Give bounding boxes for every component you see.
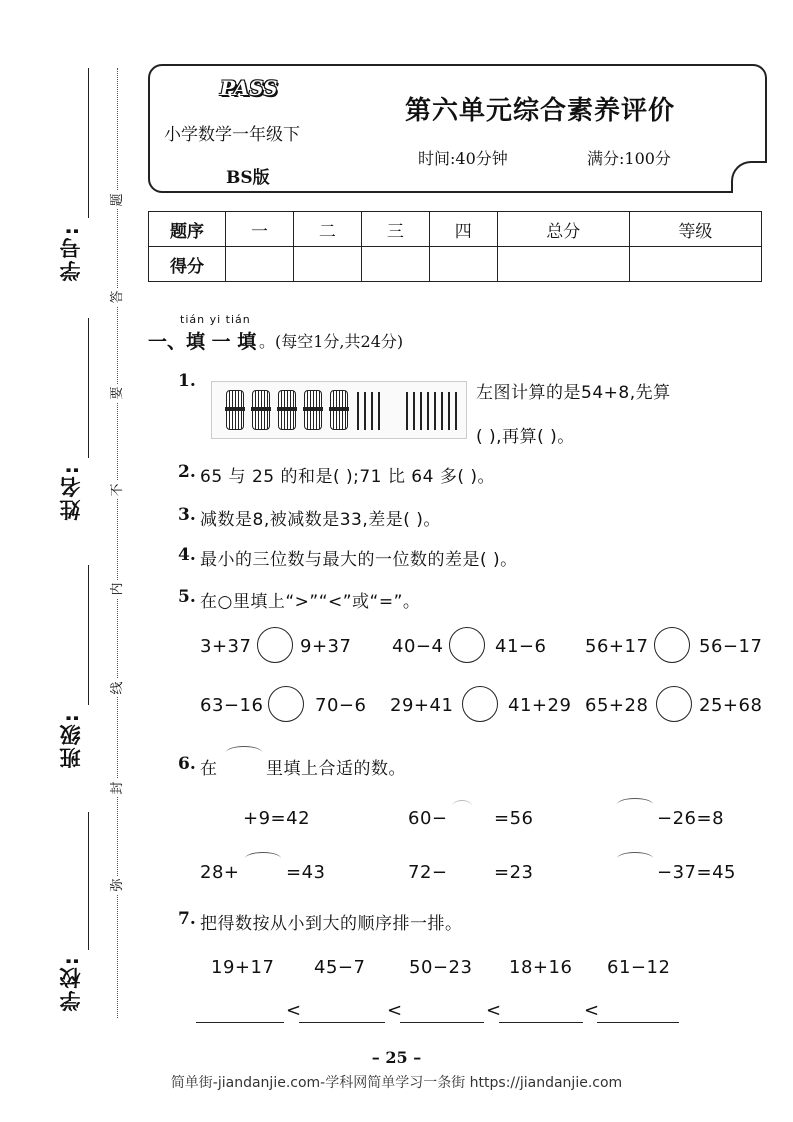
table-cell: 二 — [293, 212, 361, 247]
section-title: 一、填 一 填 — [148, 331, 257, 353]
expression: 18+16 — [509, 957, 573, 978]
binding-line — [88, 812, 89, 950]
stick — [357, 392, 359, 430]
compare-circle[interactable] — [449, 627, 485, 663]
expression: 60− — [408, 808, 448, 829]
expression: 45−7 — [314, 957, 366, 978]
table-cell: 三 — [361, 212, 429, 247]
expression: 3+37 — [200, 636, 252, 657]
page-curl-decoration — [731, 161, 767, 193]
stick — [427, 392, 429, 430]
expression: 65+28 — [585, 695, 649, 716]
expression: 29+41 — [390, 695, 454, 716]
table-cell: 总分 — [497, 212, 629, 247]
less-than-sign: < — [486, 1000, 502, 1021]
question-number: 1. — [178, 371, 196, 391]
stick — [364, 392, 366, 430]
expression: 72− — [408, 862, 448, 883]
seal-char: 要 — [108, 384, 128, 402]
class-label: 班级: — [59, 712, 83, 769]
table-row — [149, 247, 762, 282]
time-limit: 时间:40分钟 — [418, 149, 508, 168]
stick-bundle — [226, 390, 244, 430]
expression: +9=42 — [243, 808, 311, 829]
cloud-blank[interactable] — [617, 852, 653, 865]
name-label: 姓名: — [59, 464, 83, 521]
answer-blank[interactable] — [597, 1022, 679, 1023]
stick — [455, 392, 457, 430]
cloud-blank[interactable] — [452, 852, 488, 865]
expression: 70−6 — [315, 695, 367, 716]
less-than-sign: < — [286, 1000, 302, 1021]
score-entry-cell[interactable] — [629, 247, 761, 282]
section-note: 。(每空1分,共24分) — [259, 332, 404, 351]
exam-header — [148, 64, 767, 193]
cloud-blank[interactable] — [452, 800, 472, 813]
cloud-box-icon — [226, 746, 262, 759]
cloud-blank[interactable] — [617, 798, 653, 811]
school-label: 学校: — [59, 955, 83, 1012]
stick — [441, 392, 443, 430]
footer-watermark: 简单街-jiandanjie.com-学科网简单学习一条街 https://jiandanjie.com — [170, 1075, 623, 1091]
answer-blank[interactable] — [196, 1022, 284, 1023]
question-text: 65 与 25 的和是( );71 比 64 多( )。 — [200, 467, 496, 487]
stick-bundle — [330, 390, 348, 430]
table-cell: 一 — [226, 212, 294, 247]
less-than-sign: < — [387, 1000, 403, 1021]
seal-char: 答 — [108, 288, 128, 306]
seal-char: 弥 — [108, 876, 128, 894]
expression: 41+29 — [508, 695, 572, 716]
expression: =43 — [286, 862, 326, 883]
expression: =56 — [494, 808, 534, 829]
compare-circle[interactable] — [656, 686, 692, 722]
expression: 40−4 — [392, 636, 444, 657]
score-entry-cell[interactable] — [361, 247, 429, 282]
question-number: 5. — [178, 587, 196, 607]
expression: 19+17 — [211, 957, 275, 978]
question-text: 在 — [200, 759, 218, 779]
question-number: 2. — [178, 462, 196, 482]
seal-char: 题 — [108, 191, 128, 209]
expression: −26=8 — [657, 808, 725, 829]
expression: =23 — [494, 862, 534, 883]
question-text: 左图计算的是54+8,先算 — [476, 383, 671, 403]
stick — [448, 392, 450, 430]
compare-circle[interactable] — [462, 686, 498, 722]
less-than-sign: < — [584, 1000, 600, 1021]
question-number: 3. — [178, 505, 196, 525]
answer-blank[interactable] — [400, 1022, 484, 1023]
binding-line — [88, 565, 89, 705]
expression: 61−12 — [607, 957, 671, 978]
cloud-blank[interactable] — [245, 852, 281, 865]
expression: −37=45 — [657, 862, 736, 883]
table-cell: 等级 — [629, 212, 761, 247]
question-number: 4. — [178, 545, 196, 565]
expression: 50−23 — [409, 957, 473, 978]
question-number: 6. — [178, 754, 196, 774]
table-cell: 四 — [429, 212, 497, 247]
table-row — [149, 212, 762, 247]
expression: 28+ — [200, 862, 240, 883]
compare-circle[interactable] — [257, 627, 293, 663]
score-entry-cell[interactable] — [293, 247, 361, 282]
binding-line — [88, 68, 89, 218]
stick-bundle — [278, 390, 296, 430]
question-text: ( ),再算( )。 — [476, 427, 575, 447]
seal-char: 封 — [108, 779, 128, 797]
stick — [378, 392, 380, 430]
score-entry-cell[interactable] — [226, 247, 294, 282]
subject-label: 小学数学一年级下 — [164, 125, 300, 145]
bundle-sticks-image — [211, 381, 467, 439]
seal-char: 内 — [108, 580, 128, 598]
full-score: 满分:100分 — [587, 149, 671, 168]
seal-char: 不 — [108, 481, 128, 499]
score-entry-cell[interactable] — [497, 247, 629, 282]
section-pinyin: tián yi tián — [180, 313, 251, 326]
expression: 9+37 — [300, 636, 352, 657]
question-text: 最小的三位数与最大的一位数的差是( )。 — [200, 550, 518, 570]
question-text: 把得数按从小到大的顺序排一排。 — [200, 914, 463, 934]
stick — [371, 392, 373, 430]
question-number: 7. — [178, 909, 196, 929]
stick — [413, 392, 415, 430]
compare-circle[interactable] — [654, 627, 690, 663]
question-text: 在○里填上“>”“<”或“=”。 — [200, 592, 421, 612]
expression: 56−17 — [699, 636, 763, 657]
expression: 63−16 — [200, 695, 264, 716]
cloud-blank[interactable] — [205, 800, 241, 813]
stick — [420, 392, 422, 430]
seal-char: 线 — [108, 679, 128, 697]
page-number: – 25 – — [371, 1048, 422, 1067]
table-cell: 得分 — [149, 247, 226, 282]
stick-bundle — [304, 390, 322, 430]
pass-logo: PASS — [220, 76, 278, 100]
student-id-label: 学号: — [59, 225, 83, 282]
edition-label: BS版 — [226, 168, 270, 188]
expression: 41−6 — [495, 636, 547, 657]
answer-blank[interactable] — [299, 1022, 385, 1023]
compare-circle[interactable] — [268, 686, 304, 722]
binding-line — [88, 318, 89, 458]
stick — [406, 392, 408, 430]
question-text: 里填上合适的数。 — [266, 759, 406, 779]
answer-blank[interactable] — [499, 1022, 583, 1023]
expression: 56+17 — [585, 636, 649, 657]
score-table — [148, 211, 762, 282]
expression: 25+68 — [699, 695, 763, 716]
stick — [434, 392, 436, 430]
score-entry-cell[interactable] — [429, 247, 497, 282]
page-title: 第六单元综合素养评价 — [405, 96, 676, 126]
stick-bundle — [252, 390, 270, 430]
question-text: 减数是8,被减数是33,差是( )。 — [200, 510, 441, 530]
table-cell: 题序 — [149, 212, 226, 247]
